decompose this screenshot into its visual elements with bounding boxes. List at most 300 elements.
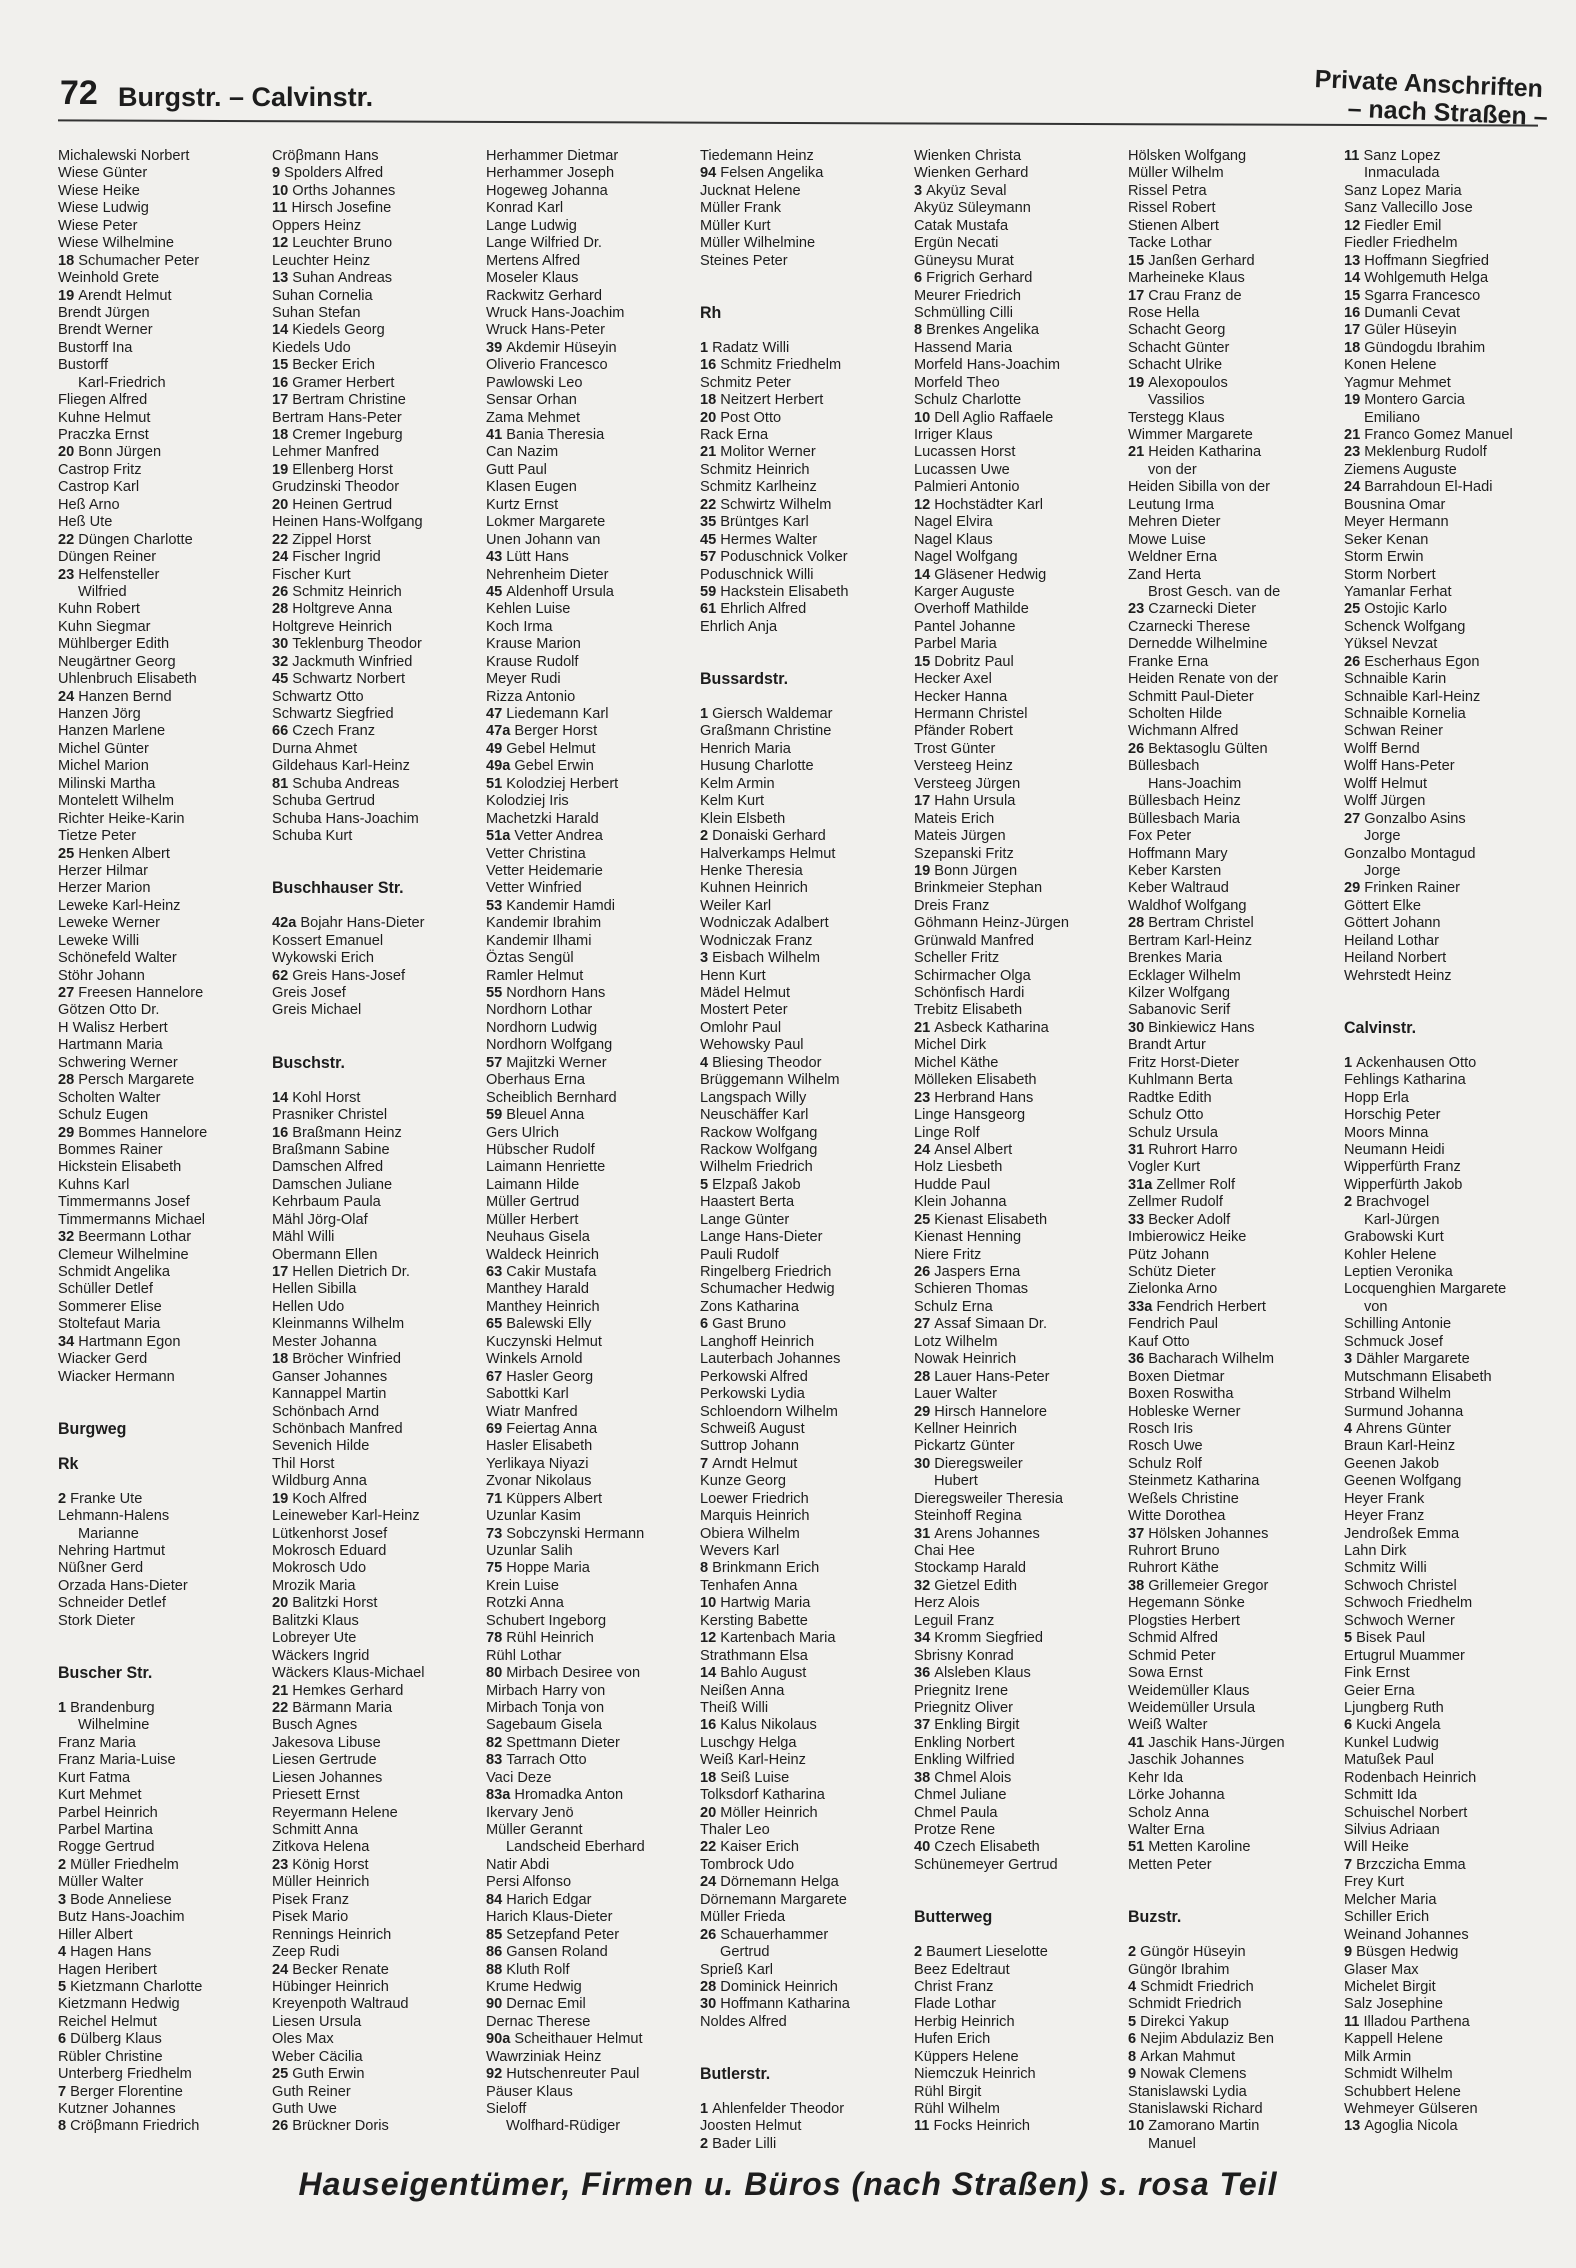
house-number: 20 [700,1804,721,1821]
resident-entry: Schmuck Josef [1344,1333,1443,1350]
resident-name: Czarnecki Dieter [1148,601,1257,618]
resident-entry: H Walisz Herbert [58,1019,168,1036]
resident-entry [58,689,266,706]
resident-entry: Castrop Fritz [58,461,142,478]
resident-entry: Schulz Rolf [1128,1455,1202,1472]
resident-name: Enkling Birgit [934,1717,1020,1734]
resident-entry: Frey Kurt [1344,1874,1405,1891]
house-number: 1 [700,2101,713,2117]
resident-entry: Yüksel Nevzat [1344,636,1438,653]
resident-entry: Strathmann Elsa [700,1647,808,1664]
resident-name: Kalus Nikolaus [720,1717,817,1734]
house-number: 57 [486,1054,507,1071]
resident-entry: Rühl Lothar [486,1647,562,1664]
resident-entry: Trost Günter [914,740,996,757]
spacer [58,1630,266,1647]
resident-entry: Schwoch Werner [1344,1612,1455,1629]
resident-name: Frinken Rainer [1364,880,1461,897]
resident-entry [1344,288,1552,305]
resident-entry: Damschen Juliane [272,1176,393,1193]
resident-entry: Schulz Charlotte [914,392,1022,409]
resident-entry: Vetter Winfried [486,880,582,897]
resident-entry: Kannappel Martin [272,1386,387,1403]
resident-name: Post Otto [720,409,782,426]
resident-entry: Gutt Paul [486,461,547,478]
resident-entry: Parbel Maria [914,636,997,653]
resident-entry: Kilzer Wolfgang [1128,985,1230,1001]
resident-entry: Krume Hedwig [486,1978,582,1995]
resident-entry: Kauf Otto [1128,1333,1190,1350]
resident-name: Schmitz Heinrich [292,583,402,600]
resident-entry: Wäckers Ingrid [272,1647,370,1664]
resident-name: Grillemeier Gregor [1148,1577,1269,1594]
resident-entry: Akyüz Süleymann [914,200,1031,217]
resident-entry [58,1857,266,1874]
resident-entry: Morfeld Hans-Joachim [914,357,1060,374]
spacer [272,898,480,915]
resident-entry: Wehmeyer Gülseren [1344,2101,1478,2117]
resident-entry: Kehlen Luise [486,601,571,618]
footer-note: Hauseigentümer, Firmen u. Büros (nach Straßen) s. rosa Teil [298,2166,1278,2202]
resident-entry [486,1996,694,2013]
resident-name: Hartwig Maria [720,1595,811,1612]
resident-name: Bröcher Winfried [292,1351,401,1368]
resident-name: Bleuel Anna [506,1107,585,1124]
resident-entry [486,2066,694,2083]
resident-entry: Enkling Norbert [914,1734,1015,1751]
resident-name: Binkiewicz Hans [1148,1019,1255,1036]
house-number: 19 [272,1490,293,1507]
resident-entry: Tacke Lothar [1128,235,1212,252]
entry-continuation: Landscheid Eberhard [506,1839,645,1856]
house-number: 35 [700,514,721,531]
resident-entry: Weinhold Grete [58,270,160,287]
resident-entry: Linge Rolf [914,1124,980,1141]
resident-entry: Damschen Alfred [272,1159,384,1176]
spacer [1344,985,1552,1002]
house-number: 19 [914,862,935,879]
house-number: 12 [272,235,293,252]
resident-entry: Geenen Wolfgang [1344,1473,1462,1490]
resident-name: Bärmann Maria [292,1699,393,1716]
resident-name: Henken Albert [78,845,170,862]
resident-entry: Poduschnick Willi [700,566,814,583]
resident-entry: Wehowsky Paul [700,1037,804,1054]
resident-entry [58,2031,266,2048]
resident-entry: Wipperfürth Jakob [1344,1176,1463,1193]
resident-entry: Seker Kenan [1344,531,1429,548]
resident-entry: Stienen Albert [1128,217,1219,234]
resident-entry: Päuser Klaus [486,2083,573,2100]
spacer [700,689,908,706]
resident-entry: Wäckers Klaus-Michael [272,1665,425,1682]
resident-name: Dörnemann Helga [720,1874,839,1891]
resident-entry: Stöhr Johann [58,967,145,984]
resident-entry: Schönbach Manfred [272,1420,403,1437]
resident-name: Hirsch Josefine [291,200,392,217]
resident-name: Cröβmann Friedrich [70,2118,200,2135]
resident-entry: Uhlenbruch Elisabeth [58,671,197,688]
resident-entry: Luschgy Helga [700,1734,797,1751]
resident-entry: Theiß Willi [700,1699,769,1716]
resident-entry: Wolff Jürgen [1344,793,1426,810]
resident-entry: Wiatr Manfred [486,1403,578,1420]
resident-name: Kucki Angela [1356,1717,1441,1734]
resident-entry: Herbig Heinrich [914,2013,1015,2030]
resident-entry: Morfeld Theo [914,374,1000,391]
resident-name: Nejim Abdulaziz Ben [1140,2031,1275,2048]
resident-entry: Kuhnen Heinrich [700,880,808,897]
resident-entry [1344,654,1552,671]
street-heading: Buschhauser Str. [272,879,404,898]
entry-continuation: Inmaculada [1364,165,1440,182]
resident-entry: Ikervary Jenö [486,1804,574,1821]
house-number: 75 [486,1560,507,1577]
section-label-line1: Private Anschriften [1313,65,1544,103]
resident-name: Hanzen Bernd [78,688,172,705]
resident-entry [272,968,480,985]
house-number: 38 [1128,1577,1149,1594]
resident-name: Nordhorn Hans [506,985,606,1001]
resident-entry: Keber Karsten [1128,862,1222,879]
resident-name: Hölsken Johannes [1148,1525,1269,1542]
resident-name: Janßen Gerhard [1148,252,1255,269]
resident-entry: Horschig Peter [1344,1107,1441,1124]
house-number: 22 [700,496,721,513]
resident-name: Dominick Heinrich [720,1978,838,1995]
resident-entry: Schnaible Karin [1344,671,1447,688]
resident-entry: Zeep Rudi [272,1944,340,1961]
resident-entry: Bommes Rainer [58,1141,163,1158]
directory-column [700,148,908,2153]
street-heading: Bussardstr. [700,670,789,689]
resident-name: Agoglia Nicola [1364,2118,1458,2135]
resident-entry: Ecklager Wilhelm [1128,967,1241,984]
resident-name: Ruhrort Harro [1148,1141,1238,1158]
resident-entry: Rizza Antonio [486,688,576,705]
street-heading: Rh [700,304,722,323]
resident-name: Holtgreve Anna [292,601,393,618]
resident-name: Felsen Angelika [720,165,824,182]
resident-entry: Rotzki Anna [486,1595,564,1612]
resident-entry: Leguil Franz [914,1612,995,1629]
house-number: 92 [486,2066,507,2083]
spacer [700,2049,908,2066]
resident-entry [272,723,480,740]
resident-entry [914,1770,1122,1787]
resident-entry [700,1874,908,1891]
resident-entry: Brinkmeier Stephan [914,880,1043,897]
resident-entry: Vogler Kurt [1128,1159,1201,1176]
resident-entry: Weiler Karl [700,897,772,914]
resident-entry: Schumacher Hedwig [700,1281,835,1298]
resident-name: Möller Heinrich [720,1804,818,1821]
entry-continuation: Hubert [934,1473,978,1490]
resident-entry: Oppers Heinz [272,217,362,234]
house-number: 14 [914,566,935,583]
resident-name: Barrahdoun El-Hadi [1364,479,1493,496]
resident-name: Bisek Paul [1356,1630,1426,1647]
house-number: 21 [272,1682,293,1699]
house-number: 22 [272,531,293,548]
house-number: 30 [272,636,293,653]
entry-continuation: Wilhelmine [78,1717,150,1734]
resident-entry: Schweiß August [700,1420,805,1437]
resident-name: Freesen Hannelore [78,985,204,1001]
spacer [700,270,908,287]
house-number: 24 [58,688,79,705]
house-number: 10 [914,409,935,426]
house-number: 4 [1344,1420,1357,1437]
resident-entry: Jaschik Johannes [1128,1752,1245,1769]
resident-entry: Rogge Gertrud [58,1839,155,1856]
resident-entry: Krause Rudolf [486,653,579,670]
resident-entry: Witte Dorothea [1128,1508,1226,1525]
resident-entry: Hölsken Wolfgang [1128,148,1247,164]
resident-entry: Mateis Erich [914,810,995,827]
resident-entry [1128,444,1336,461]
resident-name: Ahlenfelder Theodor [712,2101,845,2117]
resident-name: Brenkes Angelika [926,322,1039,339]
house-number: 21 [1344,427,1365,443]
house-number: 18 [272,427,293,443]
resident-entry: Stoltefaut Maria [58,1316,161,1333]
resident-entry: Boxen Dietmar [1128,1368,1225,1385]
resident-entry: Michel Käthe [914,1054,999,1071]
house-number: 16 [700,1717,721,1734]
resident-name: Arens Johannes [934,1525,1040,1542]
street-heading: Calvinstr. [1344,1019,1417,1038]
resident-entry [914,1404,1122,1421]
resident-name: Hagen Hans [70,1944,152,1961]
resident-name: Dernac Emil [506,1996,586,2013]
resident-entry [486,758,694,775]
resident-entry: Mutschmann Elisabeth [1344,1368,1492,1385]
resident-entry: Hasler Elisabeth [486,1438,593,1455]
resident-entry: Leweke Willi [58,932,140,949]
resident-entry [272,584,480,601]
resident-entry: Schulz Erna [914,1298,993,1315]
resident-name: Molitor Werner [720,444,816,461]
resident-name: Cakir Mustafa [506,1264,597,1280]
resident-entry: Stork Dieter [58,1612,136,1629]
resident-entry: Moors Minna [1344,1124,1429,1141]
resident-entry: Weßels Christine [1128,1490,1239,1507]
resident-entry: Sbrisny Konrad [914,1647,1014,1664]
house-number: 28 [1128,915,1149,932]
resident-entry [486,1055,694,1072]
page-title: Burgstr. – Calvinstr. [118,82,374,112]
spacer [272,1072,480,1089]
spacer [58,1473,266,1490]
house-number: 59 [486,1107,507,1124]
resident-entry: Scholten Walter [58,1089,161,1106]
resident-name: Hermes Walter [720,531,818,548]
resident-entry [1344,305,1552,322]
resident-name: Balewski Elly [506,1316,592,1333]
resident-entry [272,654,480,671]
directory-column [272,148,480,2136]
house-number: 1 [58,1699,71,1716]
resident-entry [700,392,908,409]
resident-entry: Rodenbach Heinrich [1344,1769,1477,1786]
resident-entry: Rühl Wilhelm [914,2101,1000,2117]
resident-entry: Götzen Otto Dr. [58,1002,160,1019]
house-number: 14 [700,1665,721,1682]
resident-entry: Leutung Irma [1128,496,1214,513]
resident-entry: Heiden Sibilla von der [1128,479,1270,496]
resident-entry [914,863,1122,880]
resident-entry: Schirmacher Olga [914,967,1031,984]
resident-name: Güngör Hüseyin [1140,1944,1246,1961]
house-number: 11 [272,200,292,217]
resident-entry: Mirbach Harry von [486,1682,606,1699]
resident-name: Lütt Hans [506,549,569,566]
resident-entry: Pütz Johann [1128,1246,1210,1263]
entry-continuation: Wolfhard-Rüdiger [506,2118,621,2135]
resident-entry: Kandemir Ilhami [486,932,592,949]
house-number: 5 [700,1176,713,1193]
resident-entry: Rackow Wolfgang [700,1124,818,1141]
resident-entry: Dörnemann Margarete [700,1891,847,1908]
resident-entry [486,1752,694,1769]
spacer [1128,1927,1336,1944]
resident-entry [700,1996,908,2013]
resident-name: Lauer Hans-Peter [934,1368,1050,1385]
resident-entry [486,549,694,566]
resident-entry: Ruhrort Bruno [1128,1543,1220,1559]
resident-name: Spettmann Dieter [506,1734,620,1751]
house-number: 15 [914,653,935,670]
resident-entry: Schmitz Willi [1344,1560,1427,1577]
resident-entry: Mölleken Elisabeth [914,1072,1037,1089]
resident-name: Kartenbach Maria [720,1630,836,1647]
resident-entry: Kersting Babette [700,1612,808,1629]
resident-entry: Franke Erna [1128,653,1209,670]
house-number: 28 [272,601,293,618]
resident-entry: Steinmetz Katharina [1128,1473,1260,1490]
resident-name: Bader Lilli [712,2135,777,2152]
resident-entry [1128,601,1336,618]
entry-continuation: Karl-Friedrich [78,374,166,391]
entry-continuation: Jorge [1364,862,1401,879]
resident-entry [58,2118,266,2135]
resident-entry: Manthey Harald [486,1281,590,1298]
resident-entry: Rackwitz Gerhard [486,287,602,304]
resident-name: Harich Edgar [506,1891,592,1908]
resident-name: Asbeck Katharina [934,1019,1049,1036]
resident-entry: Beez Edeltraut [914,1961,1010,1978]
resident-name: Escherhaus Egon [1364,653,1480,670]
resident-name: Schwirtz Wilhelm [720,496,832,513]
resident-name: Bektasoglu Gülten [1148,740,1268,757]
resident-entry: Zellmer Rudolf [1128,1194,1223,1211]
house-number: 61 [700,601,721,618]
house-number: 39 [486,339,507,356]
resident-entry: Weidemüller Ursula [1128,1699,1256,1716]
resident-entry: Schieren Thomas [914,1281,1029,1298]
resident-entry [1128,2049,1336,2066]
resident-name: Büsgen Hedwig [1356,1944,1459,1961]
resident-entry: Marquis Heinrich [700,1508,810,1525]
resident-entry [486,1421,694,1438]
resident-entry: Nehring Hartmut [58,1543,166,1559]
resident-entry: Tenhafen Anna [700,1577,798,1594]
house-number: 45 [272,671,293,688]
house-number: 90 [486,1996,507,2013]
resident-entry: Schmitz Peter [700,374,791,391]
resident-entry: Hegemann Sönke [1128,1595,1245,1612]
resident-name: Guth Erwin [292,2066,365,2083]
house-number: 9 [272,165,285,182]
house-number: 2 [58,1856,71,1873]
resident-entry: Trebitz Elisabeth [914,1002,1023,1019]
resident-entry: Meyer Rudi [486,671,561,688]
resident-entry: Schönfisch Hardi [914,985,1025,1001]
resident-name: Radatz Willi [712,339,790,356]
street-heading: Buzstr. [1128,1908,1182,1927]
resident-name: Dumanli Cevat [1364,304,1461,321]
resident-entry: Neuhaus Gisela [486,1229,590,1246]
house-number: 9 [1128,2066,1141,2083]
house-number: 6 [1128,2031,1141,2048]
resident-entry: Ganser Johannes [272,1368,388,1385]
resident-entry: Wiacker Gerd [58,1351,148,1368]
entry-continuation: Hans-Joachim [1148,775,1242,792]
resident-entry [58,1700,266,1717]
resident-entry [1344,253,1552,270]
resident-entry: Lucassen Horst [914,444,1016,461]
house-number: 28 [914,1368,935,1385]
house-number: 22 [272,1699,293,1716]
resident-name: Kaiser Erich [720,1839,799,1856]
house-number: 32 [58,1229,79,1246]
resident-entry: Imbierowicz Heike [1128,1229,1247,1246]
resident-entry [272,375,480,392]
resident-name: Franco Gomez Manuel [1364,427,1513,443]
resident-entry: Nüßner Gerd [58,1560,144,1577]
resident-name: Küppers Albert [506,1490,603,1507]
resident-name: Hromadka Anton [514,1787,624,1804]
resident-entry [272,2066,480,2083]
resident-entry: Kuhlmann Berta [1128,1072,1233,1089]
house-number: 12 [914,496,935,513]
resident-entry: Cröβmann Hans [272,148,379,164]
resident-name: Ackenhausen Otto [1356,1054,1477,1071]
resident-entry [700,828,908,845]
resident-entry: Schwartz Otto [272,688,364,705]
resident-entry [272,636,480,653]
resident-entry [914,793,1122,810]
resident-entry: Overhoff Mathilde [914,601,1029,618]
resident-entry [272,1700,480,1717]
resident-entry [1128,2118,1336,2135]
resident-entry: Holz Liesbeth [914,1159,1003,1176]
resident-name: Brzczicha Emma [1356,1856,1466,1873]
resident-entry: Hobleske Werner [1128,1403,1241,1420]
resident-entry: Ringelberg Friedrich [700,1264,832,1280]
resident-name: Dähler Margarete [1356,1351,1470,1368]
resident-entry [272,270,480,287]
resident-entry: Wilhelm Friedrich [700,1159,813,1176]
resident-entry [272,601,480,618]
resident-name: Bode Anneliese [70,1891,172,1908]
resident-entry [1344,1857,1552,1874]
resident-entry [1344,148,1552,165]
resident-name: Cremer Ingeburg [292,427,403,443]
house-number: 7 [700,1455,713,1472]
resident-entry: Chai Hee [914,1543,975,1559]
